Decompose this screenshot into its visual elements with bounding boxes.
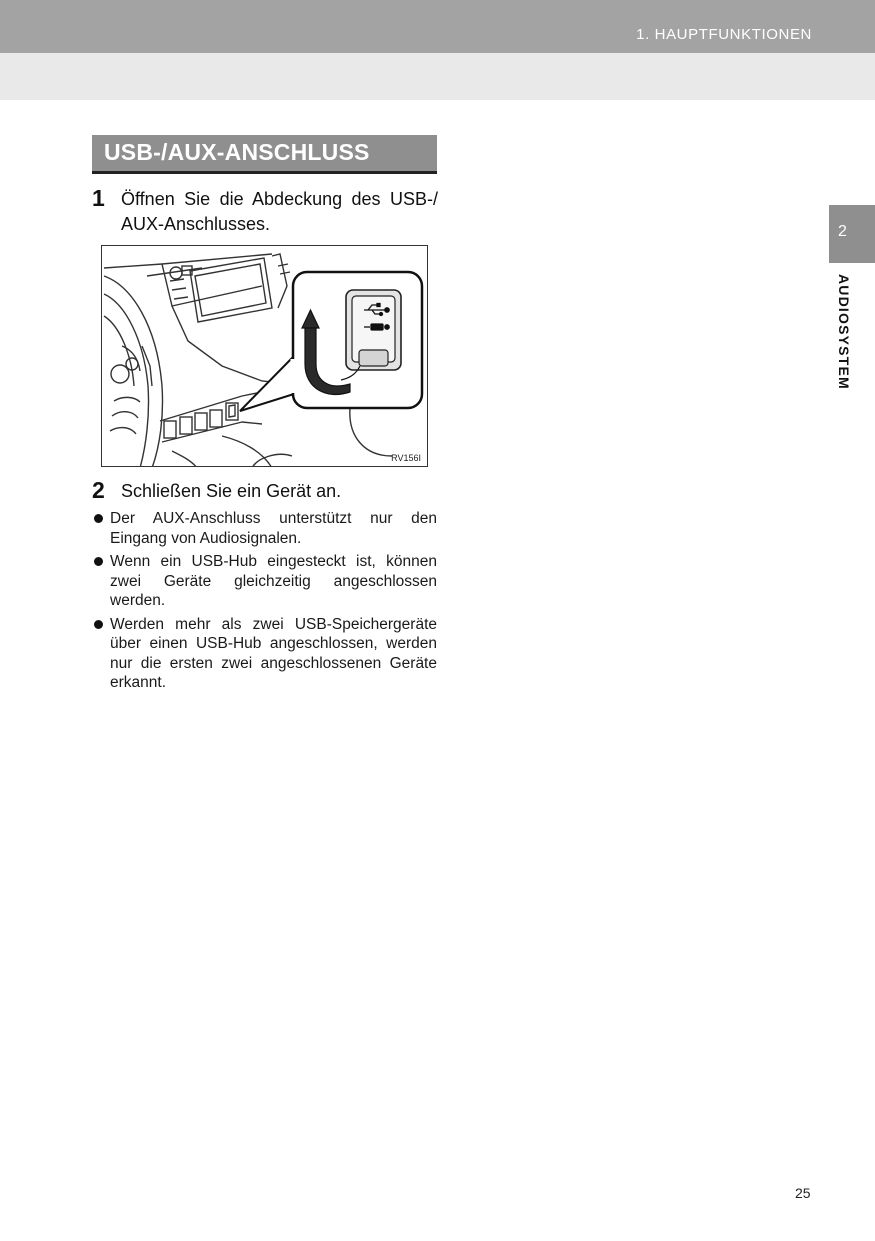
chapter-tab-number: 2 xyxy=(829,205,875,263)
note-text: Werden mehr als zwei USB-Speichergeräte über einen USB-Hub angeschlossen, werden nur die ersten zwei angeschlossenen Geräte erkannt. xyxy=(110,615,437,691)
list-item xyxy=(92,509,437,548)
step-number-2: 2 xyxy=(92,477,105,503)
list-item xyxy=(92,552,437,611)
section-title-bar xyxy=(92,135,437,174)
chapter-tab-label: AUDIOSYSTEM xyxy=(836,274,852,390)
step-1-line-1: Öffnen Sie die Abdeckung des USB-/ xyxy=(121,189,438,209)
step-1-line-2: AUX-Anschlusses. xyxy=(121,214,271,234)
usb-aux-figure xyxy=(101,245,428,467)
step-number-1: 1 xyxy=(92,185,105,211)
section-title: USB-/AUX-ANSCHLUSS xyxy=(104,139,370,165)
chapter-title: 1. HAUPTFUNKTIONEN xyxy=(636,26,812,43)
bullet-icon xyxy=(94,557,103,566)
bullet-icon xyxy=(94,514,103,523)
dashboard-illustration xyxy=(102,246,428,467)
bullet-icon xyxy=(94,620,103,629)
header-bar xyxy=(0,0,875,53)
notes-list xyxy=(92,509,437,697)
note-text: Der AUX-Anschluss unterstützt nur den Eingang von Audiosignalen. xyxy=(110,510,437,547)
note-text: Wenn ein USB-Hub eingesteckt ist, können zwei Geräte gleichzeitig angeschlossen werden. xyxy=(110,553,437,609)
step-2-line-1: Schließen Sie ein Gerät an. xyxy=(121,481,342,501)
page-number: 25 xyxy=(795,1185,811,1201)
header-subbar xyxy=(0,53,875,100)
figure-code: RV156I xyxy=(391,453,421,463)
list-item xyxy=(92,615,437,693)
